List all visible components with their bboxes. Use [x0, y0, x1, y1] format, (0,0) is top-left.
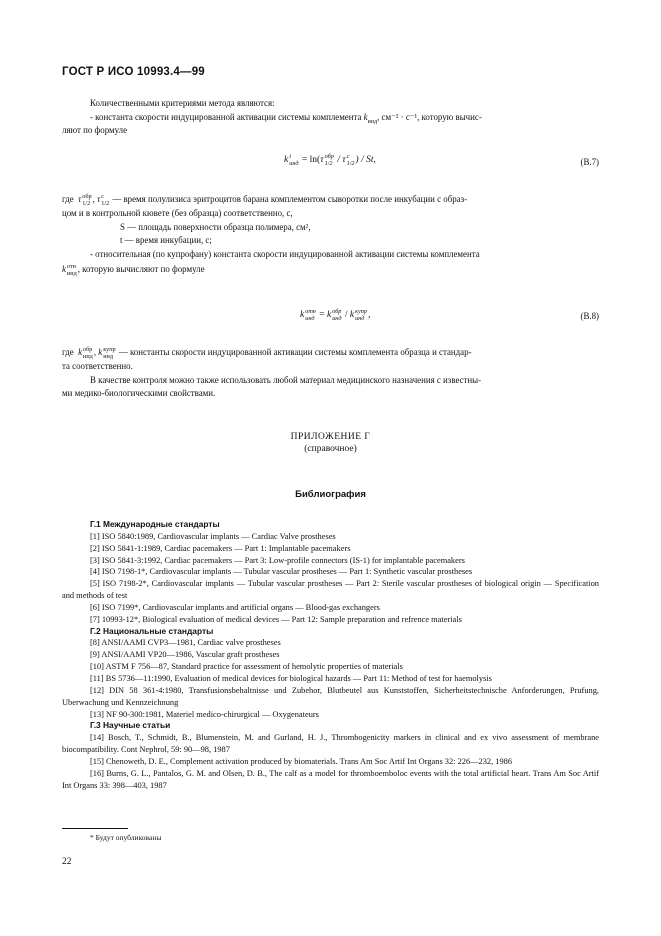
where-paragraph-1 [62, 193, 599, 277]
intro-item-1 [62, 111, 599, 125]
eq8-lhs-sub: инд [305, 315, 315, 322]
where1-tau1 [82, 193, 91, 207]
where1-tau2-sub: 1/2 [101, 200, 110, 207]
where1-tau1-sub: 1/2 [82, 200, 91, 207]
bibliography-title: Библиография [295, 489, 366, 500]
eq8-r2-sup: купр [355, 308, 367, 315]
where1-item2: - относительная (по купрофану) константа скорости индуцированной активации системы комплемента [90, 248, 480, 259]
equation-b7 [284, 153, 376, 167]
where1-k2 [67, 263, 77, 277]
eq7-tau2-indices [347, 153, 355, 167]
appendix-title: ПРИЛОЖЕНИЕ Г [290, 432, 371, 442]
where1-tau1-sup: обр [82, 193, 92, 200]
where1-item2-b-text: , которую вычисляют по формуле [77, 264, 205, 275]
eq7-slash: / [334, 155, 343, 166]
bib-entry: [3] ISO 5841-3:1992, Cardiac pacemakers — Part 3: Low-profile connectors (IS-1) for implantable pacemakers [90, 555, 465, 565]
eq7-tau2: τ [342, 155, 346, 166]
control-line-1: В качестве контроля можно также использовать любой материал медицинского назначения с известны- [90, 374, 482, 385]
eq7-tau1-sub: 1/2 [324, 160, 333, 167]
bib-entry: [7] 10993-12*, Biological evaluation of medical devices — Part 12: Sample preparation and refrence materials [90, 614, 462, 624]
bib-entry: [16] Burns, G. L., Pantalos, G. M. and Olsen, D. B., The calf as a model for thromboemboloc events with the total artificial heart. Trans Am Soc Artif Int Organs 33: 398—403, 1987 [62, 768, 599, 790]
where2-k1 [83, 346, 93, 360]
eq8-r1-sup: обр [332, 308, 342, 315]
eq7-tail: ) / St, [355, 155, 376, 166]
eq8-r2-indices [355, 308, 367, 322]
where-paragraph-2 [62, 346, 599, 401]
where2-s2-sup: купр [103, 346, 116, 353]
bib-entry: [12] DIN 58 361-4:1980, Transfusionsbehaltnisse und Zubehor, Blutbeutel aus Kunststoffen, Sicherheitstechnische Anforderungen, Prufung, Uberwachung und Kennzeichnung [62, 685, 599, 707]
eq7-tau1: τ [320, 155, 324, 166]
where1-line-2: цом и в контрольной кювете (без образца) соответственно, с, [62, 208, 293, 218]
where1-k2-sup: отн [66, 263, 76, 270]
eq7-lhs: k [284, 155, 289, 166]
page-number: 22 [62, 857, 72, 867]
equation-b8: k отн инд = k обр инд / k купр инд , [300, 308, 371, 322]
bib-entry: [9] ANSI/AAMI VP20—1986, Vascular graft prostheses [90, 650, 280, 660]
item1-text: - константа скорости индуцированной активации системы комплемента [90, 111, 362, 122]
section-heading: Г.1 Международные стандарты [90, 519, 220, 529]
eq7-tau1-indices [325, 153, 334, 167]
where1-tau2 [101, 193, 109, 207]
equation-number-b8: (В.8) [580, 311, 599, 321]
where2-text-a: — константы скорости индуцированной активации системы комплемента образца и стандар- [118, 347, 472, 358]
bib-entry: [8] ANSI/AAMI CVP3—1981, Cardiac valve prostheses [90, 638, 281, 648]
eq7-tau2-sub: 1/2 [346, 160, 355, 167]
eq7-lhs-sub: инд [289, 160, 299, 167]
page-header: ГОСТ Р ИСО 10993.4—99 [62, 66, 205, 78]
intro-line-1: Количественными критериями метода являются: [90, 98, 275, 108]
eq7-lhs-indices [289, 153, 298, 167]
where2-s1-sup: обр [83, 346, 93, 353]
bib-entry: [6] ISO 7199*, Cardiovascular implants and artificial organs — Blood-gas exchangers [90, 602, 380, 612]
bib-entry: [1] ISO 5840:1989, Cardiovascular implants — Cardiac Valve prostheses [90, 531, 336, 541]
eq7-tau2-sup: c [346, 153, 350, 160]
bib-entry: [11] BS 5736—11:1990, Evaluation of medical devices for biological hazards — Part 11: Method of test for haemolysis [90, 673, 492, 683]
eq7-ln: = ln( [299, 155, 321, 166]
section-heading: Г.2 Национальные стандарты [90, 625, 214, 636]
section-heading: Г.3 Научные статьи [90, 720, 171, 731]
where1-k2-sub: инд [66, 270, 77, 277]
footnote-rule [62, 828, 128, 829]
where1-s-line: S — площадь поверхности образца полимера, см², [120, 221, 311, 232]
bib-entry: [2] ISO 5841-1:1989, Cardiac pacemakers — Part 1: Implantable pacemakers [90, 543, 351, 553]
k-sub: инд [367, 118, 378, 125]
where1-item2-b: k отн инд , которую вычисляют по формуле [62, 263, 205, 277]
where2-k2 [103, 346, 115, 360]
appendix-heading [0, 431, 661, 455]
appendix-subtitle: (справочное) [304, 444, 357, 454]
eq7-tau1-sup: обр [324, 153, 334, 160]
eq8-r1-sub: инд [332, 315, 342, 322]
where2-s1-sub: инд [83, 353, 93, 360]
bib-entry: [14] Bosch, T., Schmidt, B., Blumenstein, M. and Gurland, H. J., Thrombogenicity markers in clinical and ex vivo assessment of membrane biocompatibility. Cont Nephrol, 59: 90—98, 1987 [62, 733, 599, 755]
bib-entry: [4] ISO 7198-1*, Cardiovascular implants — Tubular vascular prostheses — Part 1: Synthetic vascular prostheses [90, 567, 473, 577]
bibliography-list [62, 519, 599, 791]
intro-line-formula: ляют по формуле [62, 125, 128, 135]
k-symbol: k [363, 111, 368, 122]
where2-line-2: та соответственно. [62, 361, 133, 371]
eq8-lhs-sup: отн [305, 308, 316, 315]
eq8-r2-sub: инд [355, 315, 365, 322]
where1-line-1: где τ обр 1/2 , τ c 1/2 — время полулизиса эритроцитов барана комплементом сыворотки после инкубации с образ- [62, 193, 468, 207]
where2-prefix: где [62, 347, 74, 358]
where1-tau2-sup: c [101, 193, 104, 200]
where1-prefix: где [62, 194, 74, 205]
bib-entry: [5] ISO 7198-2*, Cardiovascular implants — Tubular vascular prostheses — Part 2: Sterile vascular prostheses of biological origin — Specification and methods of test [62, 579, 599, 601]
where2-line-1: где k обр инд , k купр инд — константы скорости индуцированной активации системы комплемента образца и стандар- [62, 346, 472, 360]
footnote: * Будут опубликованы [90, 833, 162, 842]
control-line-2: ми медико-биологическими свойствами. [62, 388, 216, 398]
intro-paragraph [62, 97, 599, 138]
eq7-lhs-sup: i [289, 153, 291, 160]
equation-number-b7: (В.7) [580, 157, 599, 167]
where1-text-a: — время полулизиса эритроцитов барана комплементом сыворотки после инкубации с образ- [112, 194, 468, 205]
item1-units: , см⁻² · с⁻¹, которую вычис- [377, 111, 482, 122]
eq8-r1-indices [332, 308, 341, 322]
where1-t-line: t — время инкубации, с; [120, 235, 212, 245]
bib-entry: [15] Chenoweth, D. E., Complement activation produced by biomaterials. Trans Am Soc Artif Int Organs 32: 226—232, 1986 [90, 756, 513, 766]
bib-entry: [13] NF 90-300:1981, Materiel medico-chirurgical — Oxygenateurs [90, 709, 319, 719]
bib-entry: [10] ASTM F 756—87, Standard practice for assessment of hemolytic properties of materials [90, 662, 403, 672]
eq8-lhs-indices [305, 308, 316, 322]
where2-s2-sub: инд [103, 353, 113, 360]
